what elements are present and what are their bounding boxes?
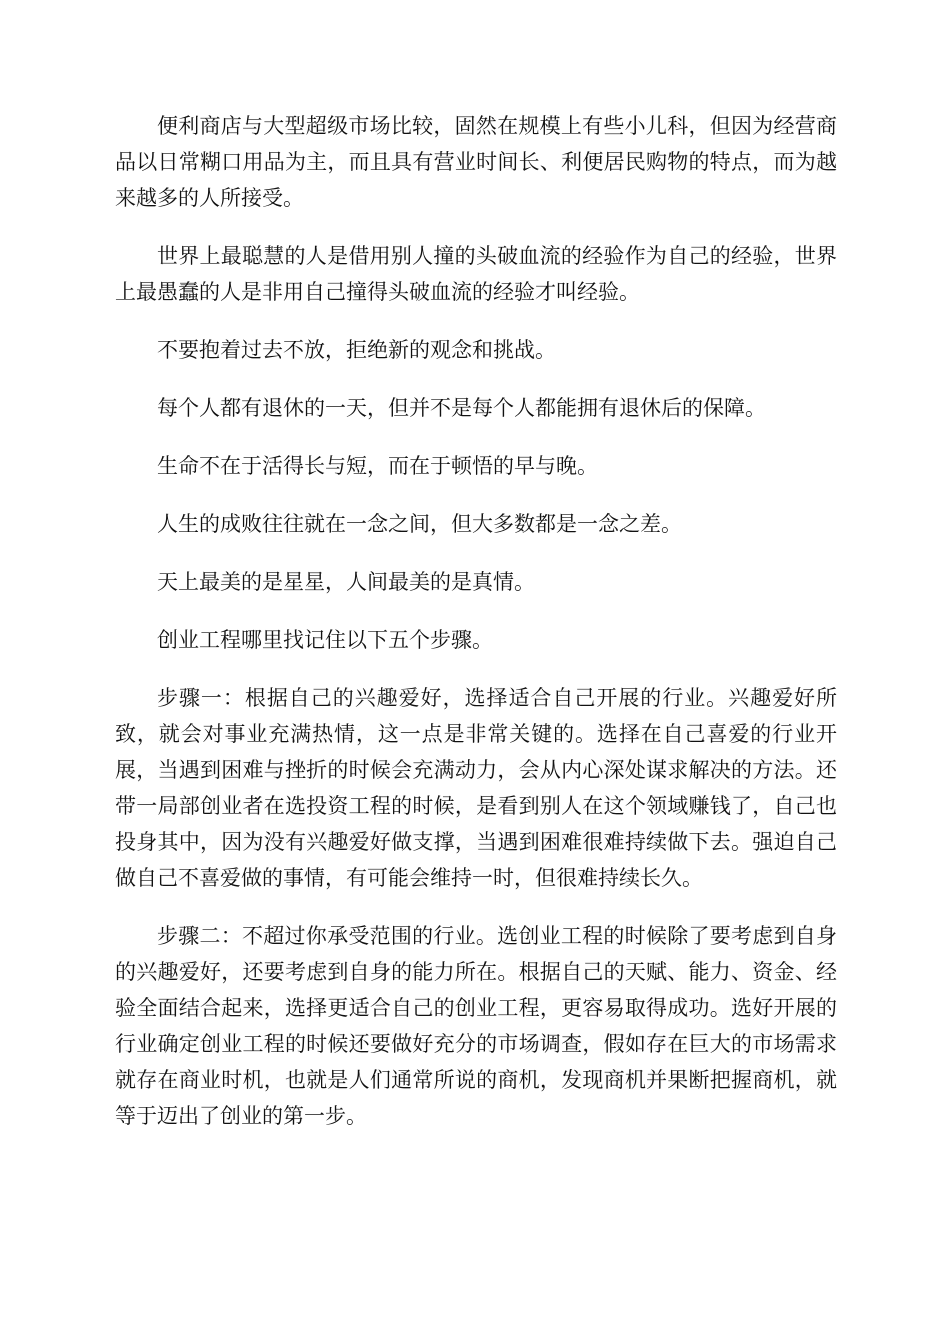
paragraph-life: 生命不在于活得长与短，而在于顿悟的早与晚。 (157, 454, 598, 478)
paragraph-wise-fool: 世界上最聪慧的人是借用别人撞的头破血流的经验作为自己的经验，世界上最愚蠢的人是非用自己撞得头破血流的经验才叫经验。 (115, 244, 837, 304)
paragraph-success-failure: 人生的成败往往就在一念之间，但大多数都是一念之差。 (157, 512, 682, 536)
paragraph-retirement: 每个人都有退休的一天，但并不是每个人都能拥有退休后的保障。 (157, 396, 766, 420)
paragraph-step-one: 步骤一：根据自己的兴趣爱好，选择适合自己开展的行业。兴趣爱好所致，就会对事业充满热情，这一点是非常关键的。选择在自己喜爱的行业开展，当遇到困难与挫折的时候会充满动力，会从内心深处谋求解决的方法。还带一局部创业者在选投资工程的时候，是看到别人在这个领域赚钱了，自己也投身其中，因为没有兴趣爱好做支撑，当遇到困难很难持续做下去。强迫自己做自己不喜爱做的事情，有可能会维持一时，但很难持续长久。 (115, 686, 837, 890)
paragraph-stars: 天上最美的是星星，人间最美的是真情。 (157, 570, 535, 594)
paragraph-five-steps: 创业工程哪里找记住以下五个步骤。 (157, 628, 493, 652)
paragraph-convenience-store: 便利商店与大型超级市场比较，固然在规模上有些小儿科，但因为经营商品以日常糊口用品为主，而且具有营业时间长、利便居民购物的特点，而为越来越多的人所接受。 (115, 114, 837, 210)
paragraph-step-two: 步骤二：不超过你承受范围的行业。选创业工程的时候除了要考虑到自身的兴趣爱好，还要考虑到自身的能力所在。根据自己的天赋、能力、资金、经验全面结合起来，选择更适合自己的创业工程，更容易取得成功。选好开展的行业确定创业工程的时候还要做好充分的市场调查，假如存在巨大的市场需求就存在商业时机，也就是人们通常所说的商机，发现商机并果断把握商机，就等于迈出了创业的第一步。 (115, 924, 837, 1128)
document-body (115, 108, 837, 1156)
paragraph-past: 不要抱着过去不放，拒绝新的观念和挑战。 (157, 338, 556, 362)
